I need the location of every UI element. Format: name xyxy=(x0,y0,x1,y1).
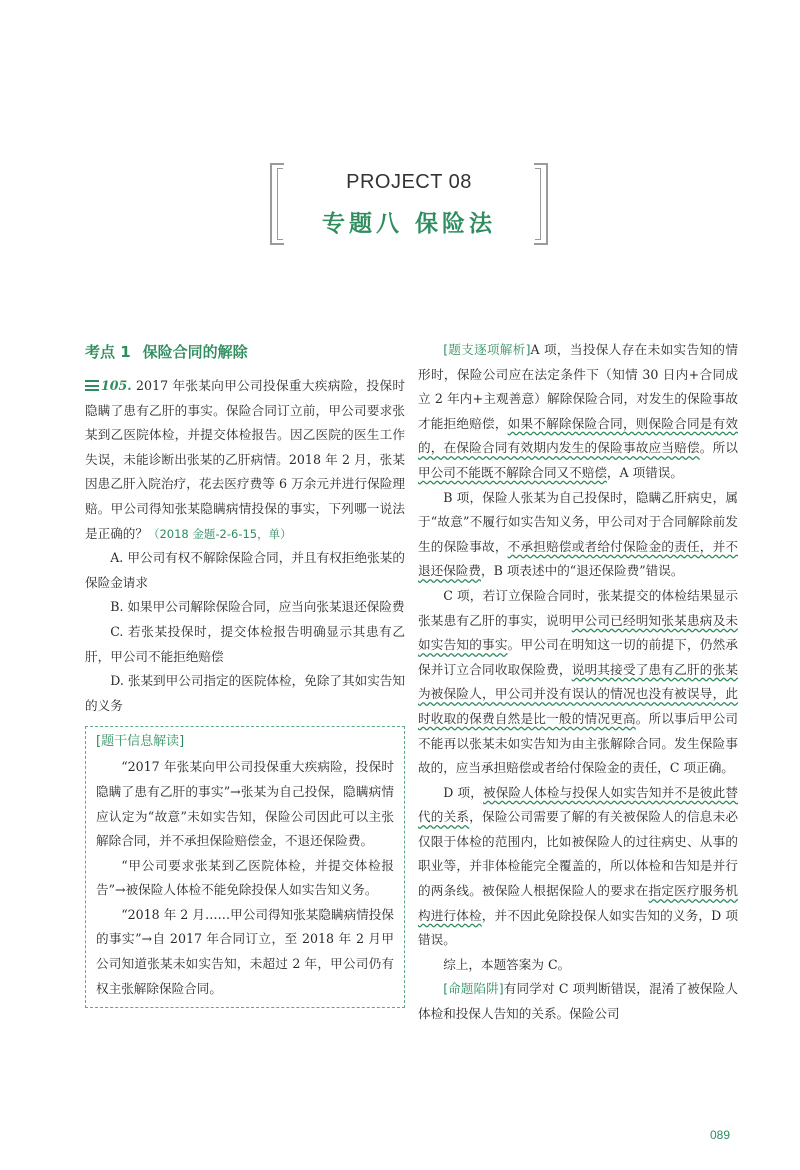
pitfall-text: 有同学对 C 项判断错误，混淆了被保险人体检和投保人告知的关系。保险公司 xyxy=(418,981,738,1022)
option-a: A. 甲公司有权不解除保险合同，并且有权拒绝张某的保险金请求 xyxy=(85,550,405,590)
analysis-c: C 项，若订立保险合同时，张某提交的体检结果显示张某患有乙肝的事实，说明甲公司已经明知张某患病及未如实告知的事实。甲公司在明知这一切的前提下，仍然承保并订立合同收取保险费，说明其接受了患有乙肝的张某为被保险人，甲公司并没有误认的情况也没有被误导，此时收取的保费自然是比一般的情况更高。所以事后甲公司不能再以张某未如实告知为由主张解除合同。发生保险事故的，应当承担赔偿或者给付保险金的责任，C 项正确。 xyxy=(418,587,739,776)
option-b: B. 如果甲公司解除保险合同，应当向张某退还保险费 xyxy=(110,599,405,615)
interpretation-paragraph: “2017 年张某向甲公司投保重大疾病险，投保时隐瞒了患有乙肝的事实”→张某为自己投保，隐瞒病情应认定为“故意”未如实告知，保险公司因此可以主张解除合同，并不承担保险赔偿金，不退还保险费。 xyxy=(96,759,394,849)
section-label: 考点 1 xyxy=(85,343,131,361)
project-code: PROJECT 08 xyxy=(346,171,472,193)
analysis-tag: [题支逐项解析] xyxy=(443,342,531,357)
question-number: 105. xyxy=(101,378,132,393)
analysis-d: D 项，被保险人体检与投保人如实告知并不是彼此替代的关系，保险公司需要了解的有关被保险人的信息未必仅限于体检的范围内，比如被保险人的过往病史、从事的职业等，并非体检能完全覆盖的，所以体检和告知是并行的两条线。被保险人根据保险人的要求在指定医疗服务机构进行体检，并不因此免除投保人如实告知的义务，D 项错误。 xyxy=(418,784,739,948)
project-title: 专题八 保险法 xyxy=(321,211,496,237)
analysis-a: [题支逐项解析]A 项，当投保人存在未如实告知的情形时，保险公司应在法定条件下（知情 30 日内+合同成立 2 年内+主观善意）解除保险合同，对发生的保险事故才能拒绝赔偿，如果不解除保险合同，则保险合同是有效的，在保险合同有效期内发生的保险事故应当赔偿。所以甲公司不能既不解除合同又不赔偿，A 项错误。 xyxy=(418,342,739,480)
question-text: 2017 年张某向甲公司投保重大疾病险，投保时隐瞒了患有乙肝的事实。保险合同订立前，甲公司要求张某到乙医院体检，并提交体检报告。因乙医院的医生工作失误，未能诊断出张某的乙肝病情。2018 年 2 月，张某因患乙肝入院治疗，花去医疗费等 6 万余元并进行保险理赔。甲公司得知张某隐瞒病情投保的事实，下列哪一说法是正确的？ xyxy=(85,378,405,541)
analysis-b: B 项，保险人张某为自己投保时，隐瞒乙肝病史，属于“故意”不履行如实告知义务，甲公司对于合同解除前发生的保险事故，不承担赔偿或者给付保险金的责任，并不退还保险费，B 项表述中的“退还保险费”错误。 xyxy=(418,489,739,579)
question-source: （2018 金题-2-6-15，单） xyxy=(147,526,292,541)
chapter-header xyxy=(270,163,548,245)
section-title: 保险合同的解除 xyxy=(142,343,248,361)
analysis-conclusion: 综上，本题答案为 C。 xyxy=(443,956,571,972)
question-icon xyxy=(85,380,99,391)
left-column xyxy=(85,338,405,1008)
stem-interpretation-box xyxy=(85,726,405,1008)
question-stem xyxy=(85,374,405,546)
option-d: D. 张某到甲公司指定的医院体检，免除了其如实告知的义务 xyxy=(85,673,405,713)
right-column xyxy=(418,338,738,1027)
interpretation-paragraph: “甲公司要求张某到乙医院体检，并提交体检报告”→被保险人体检不能免除投保人如实告知义务。 xyxy=(96,857,394,898)
pitfall-tag: [命题陷阱] xyxy=(443,981,504,997)
interpretation-paragraph: “2018 年 2 月……甲公司得知张某隐瞒病情投保的事实”→自 2017 年合同订立，至 2018 年 2 月甲公司知道张某未如实告知，未超过 2 年，甲公司仍有权主张解除保险合同。 xyxy=(96,906,394,996)
page-number: 089 xyxy=(710,1128,731,1142)
pitfall-paragraph xyxy=(418,977,738,1026)
stem-interpretation-tag: [题干信息解读] xyxy=(96,734,185,750)
option-c: C. 若张某投保时，提交体检报告明确显示其患有乙肝，甲公司不能拒绝赔偿 xyxy=(85,623,405,664)
section-heading xyxy=(85,338,405,366)
